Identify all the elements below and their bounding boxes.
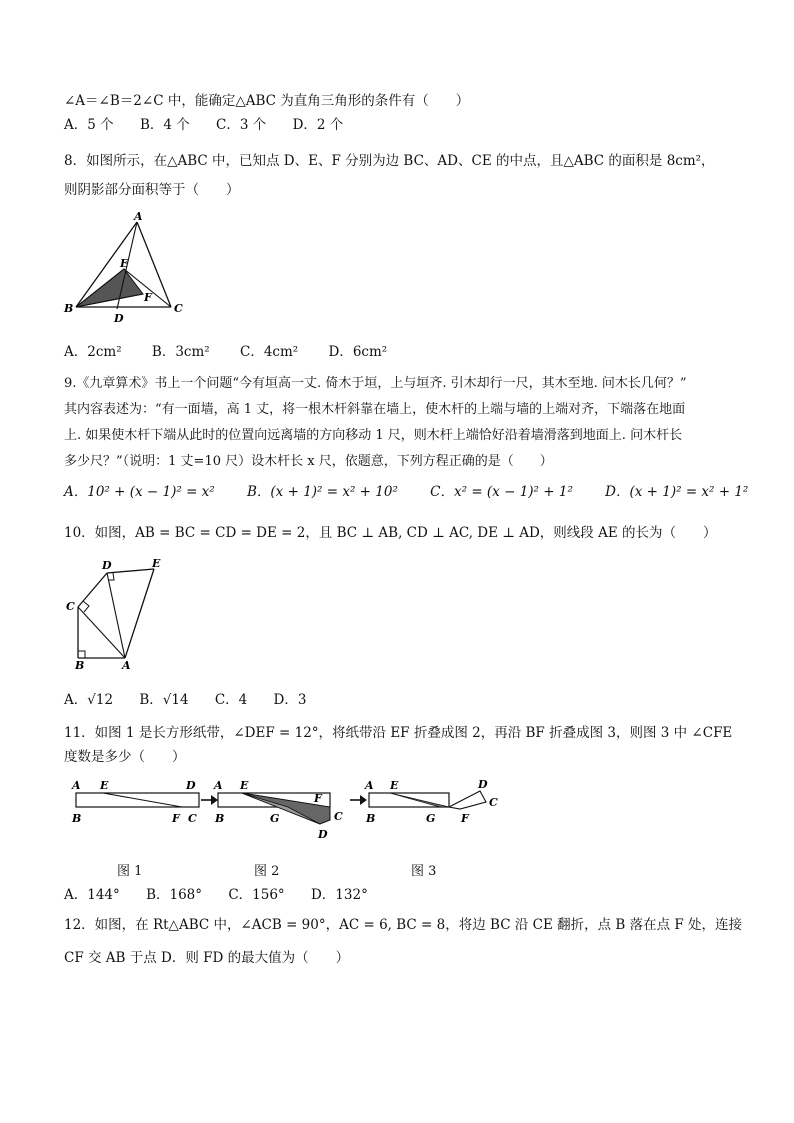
- arrow-right-icon: [350, 795, 367, 805]
- q11-figure-1: [71, 779, 199, 825]
- q11-figure-3: [364, 778, 498, 825]
- q10-option-b[interactable]: B．√14: [139, 692, 189, 708]
- q11-f3-label-a: A: [365, 779, 374, 792]
- q9-option-c[interactable]: C．x² = (x − 1)² + 1²: [430, 484, 573, 500]
- q7-option-c[interactable]: C．3 个: [216, 117, 267, 133]
- q10-figure: [62, 558, 172, 670]
- q10-label-e: E: [152, 557, 161, 570]
- q11-caption-3: 图 3: [411, 864, 437, 879]
- q11-f2-label-g: G: [270, 812, 280, 825]
- q11-figure-2: [213, 779, 343, 841]
- q8-stem-line1: 8．如图所示，在△ABC 中，已知点 D、E、F 分别为边 BC、AD、CE 的中点，且△ABC 的面积是 8cm²，: [64, 153, 715, 169]
- q9-option-a[interactable]: A．10² + (x − 1)² = x²: [64, 484, 215, 500]
- q10-option-c[interactable]: C．4: [214, 692, 248, 708]
- q11-f3-label-d: D: [478, 778, 488, 791]
- q11-stem-line2: 度数是多少（ ）: [64, 749, 186, 765]
- q11-f1-label-a: A: [72, 779, 81, 792]
- q8-shaded-region: [76, 269, 143, 307]
- q10-options: [64, 690, 328, 710]
- arrow-right-icon: [201, 795, 218, 805]
- q12-stem-line1: 12．如图，在 Rt△ABC 中，∠ACB = 90°，AC = 6, BC = 8，将边 BC 沿 CE 翻折，点 B 落在点 F 处，连接: [64, 917, 743, 933]
- q8-options: [64, 342, 409, 362]
- q11-f3-label-b: B: [366, 812, 376, 825]
- q11-option-a[interactable]: A．144°: [64, 887, 120, 903]
- q11-f3-label-f: F: [461, 812, 469, 825]
- q8-label-d: D: [114, 312, 124, 325]
- q9-option-d[interactable]: D．(x + 1)² = x² + 1²: [605, 484, 749, 500]
- q11-f1-label-f: F: [172, 812, 180, 825]
- q10-label-b: B: [75, 659, 85, 672]
- q7-option-d[interactable]: D．2 个: [292, 117, 344, 133]
- q10-stem: 10．如图，AB = BC = CD = DE = 2，且 BC ⊥ AB, CD ⊥ AC, DE ⊥ AD，则线段 AE 的长为（ ）: [64, 525, 717, 541]
- q8-triangle-figure: [60, 210, 190, 325]
- q11-option-c[interactable]: C．156°: [228, 887, 285, 903]
- q8-label-c: C: [174, 302, 183, 315]
- q8-option-c[interactable]: C．4cm²: [240, 344, 299, 360]
- q11-f2-label-b: B: [215, 812, 225, 825]
- q9-stem-line1: 9.《九章算术》书上一个问题“今有垣高一丈. 倚木于垣，上与垣齐. 引木却行一尺，其木至地. 问木长几何？”: [64, 376, 687, 391]
- q8-label-f: F: [144, 291, 152, 304]
- q7-stem: ∠A＝∠B＝2∠C 中，能确定△ABC 为直角三角形的条件有（ ）: [64, 93, 470, 109]
- q11-f3-label-g: G: [426, 812, 436, 825]
- q11-stem-line1: 11．如图 1 是长方形纸带，∠DEF = 12°，将纸带沿 EF 折叠成图 2，再沿 BF 折叠成图 3，则图 3 中 ∠CFE: [64, 725, 733, 741]
- q7-option-b[interactable]: B．4 个: [139, 117, 190, 133]
- q11-f2-label-a: A: [214, 779, 223, 792]
- q9-option-b[interactable]: B．(x + 1)² = x² + 10²: [247, 484, 398, 500]
- q11-option-d[interactable]: D．132°: [310, 887, 368, 903]
- q10-option-d[interactable]: D．3: [273, 692, 307, 708]
- q10-option-a[interactable]: A．√12: [64, 692, 114, 708]
- q11-f2-label-d: D: [318, 828, 328, 841]
- q9-options: [64, 482, 770, 502]
- q11-f2-label-c: C: [334, 810, 343, 823]
- q9-stem-line3: 上. 如果使木杆下端从此时的位置向远离墙的方向移动 1 尺，则木杆上端恰好沿着墙滑落到地面上. 问木杆长: [64, 428, 683, 443]
- q8-option-d[interactable]: D．6cm²: [328, 344, 388, 360]
- q9-stem-line2: 其内容表述为：“有一面墙，高 1 丈，将一根木杆斜靠在墙上，使木杆的上端与墙的上端对齐，下端落在地面: [64, 402, 686, 417]
- q11-f1-label-d: D: [186, 779, 196, 792]
- q11-options: [64, 885, 390, 905]
- q11-f1-label-e: E: [100, 779, 109, 792]
- q7-options: [64, 115, 365, 135]
- q8-label-b: B: [64, 302, 74, 315]
- q7-option-a[interactable]: A．5 个: [64, 117, 114, 133]
- q11-f1-label-c: C: [188, 812, 197, 825]
- q11-f3-label-c: C: [489, 796, 498, 809]
- q8-label-e: E: [120, 257, 129, 270]
- q11-caption-2: 图 2: [254, 864, 280, 879]
- q10-label-d: D: [102, 559, 112, 572]
- q12-stem-line2: CF 交 AB 于点 D．则 FD 的最大值为（ ）: [64, 950, 350, 966]
- q8-label-a: A: [134, 210, 143, 223]
- q9-stem-line4: 多少尺？”（说明：1 丈=10 尺）设木杆长 x 尺，依题意，下列方程正确的是（ ）: [64, 454, 553, 469]
- q8-option-b[interactable]: B．3cm²: [151, 344, 210, 360]
- q11-f3-label-e: E: [390, 779, 399, 792]
- q10-label-c: C: [66, 600, 75, 613]
- q11-f2-label-e: E: [240, 779, 249, 792]
- q11-f1-label-b: B: [72, 812, 82, 825]
- q11-fold-figures: [68, 776, 508, 856]
- q8-option-a[interactable]: A．2cm²: [64, 344, 122, 360]
- q11-f2-label-f: F: [314, 792, 322, 805]
- q10-label-a: A: [122, 659, 131, 672]
- q11-option-b[interactable]: B．168°: [146, 887, 203, 903]
- q11-caption-1: 图 1: [117, 864, 143, 879]
- q8-stem-line2: 则阴影部分面积等于（ ）: [64, 182, 240, 198]
